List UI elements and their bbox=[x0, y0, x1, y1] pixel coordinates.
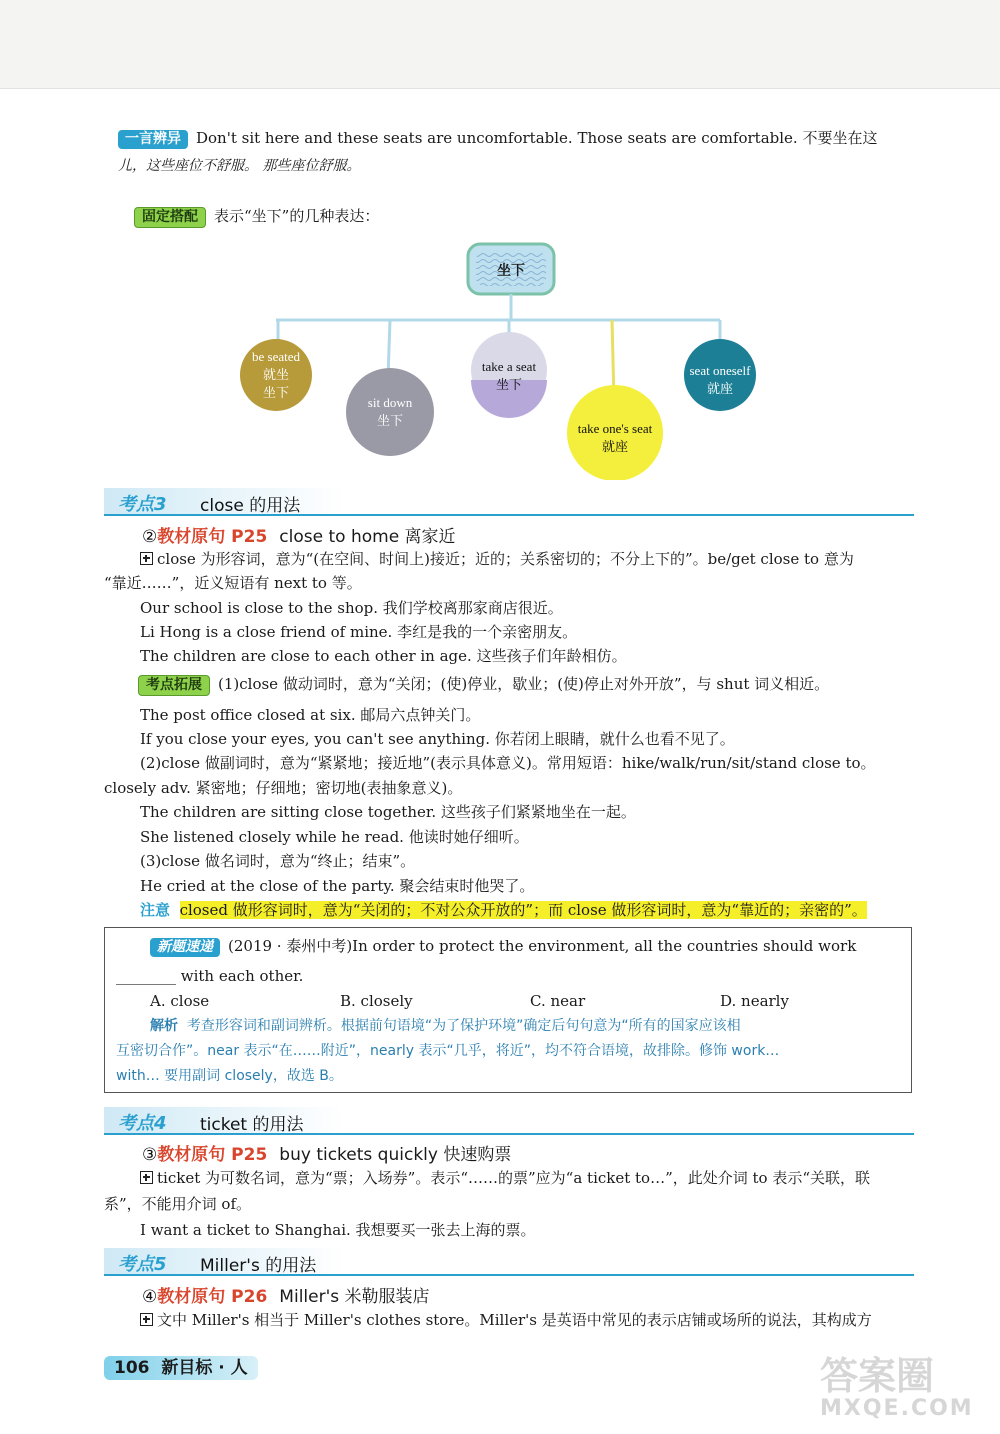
watermark-logo: 答案圈 bbox=[820, 1354, 935, 1398]
k3-tline0: The post office closed at six. 邮局六点钟关门。 bbox=[140, 706, 481, 724]
yiyan-line2: 儿，这些座位不舒服。 那些座位舒服。 bbox=[118, 158, 361, 174]
note-highlight: closed 做形容词时，意为“关闭的；不对公众开放的”；而 close 做形容词时，意为“靠近的；亲密的”。 bbox=[179, 901, 867, 919]
plus-icon bbox=[140, 1313, 153, 1326]
k3-tline3: closely adv. 紧密地；仔细地；密切地(表抽象意义)。 bbox=[104, 779, 463, 797]
k4-original-sentence: ③教材原句 P25 buy tickets quickly 快速购票 bbox=[142, 1145, 512, 1165]
k3-tline5: She listened closely while he read. 他读时她仔细听。 bbox=[140, 828, 529, 846]
yiyan-tag: 一言辨异 bbox=[118, 130, 188, 149]
page-number: 106 bbox=[114, 1358, 150, 1378]
k3-original-sentence: ②教材原句 P25 close to home 离家近 bbox=[142, 527, 456, 547]
book-title: 新目标 · 人 bbox=[161, 1358, 248, 1378]
analysis-line1: 解析 考查形容词和副词辨析。根据前句语境“为了保护环境”确定后句句意为“所有的国家应该相 bbox=[150, 1018, 741, 1034]
analysis-label: 解析 bbox=[150, 1018, 178, 1034]
section-k5-header: 考点5 Miller's 的用法 bbox=[104, 1248, 914, 1276]
node-seat-oneself-text: seat oneself 就座 bbox=[689, 363, 751, 396]
answer-blank: ________ bbox=[116, 967, 176, 985]
xinti-tag: 新题速递 bbox=[150, 938, 220, 957]
k3-note bbox=[140, 900, 867, 920]
option-a: A. close bbox=[150, 992, 210, 1010]
k4-line2: I want a ticket to Shanghai. 我想要买一张去上海的票。 bbox=[140, 1221, 536, 1239]
plus-icon bbox=[140, 1171, 153, 1184]
root-label: 坐下 bbox=[497, 263, 525, 279]
k4-line0: ticket 为可数名词，意为“票；入场券”。表示“……的票”应为“a ticket to…”，此处介词 to 表示“关联，联 bbox=[140, 1168, 870, 1188]
section-k3-header: 考点3 close 的用法 bbox=[104, 488, 914, 516]
option-d: D. nearly bbox=[720, 992, 789, 1010]
node-take-a-seat-text: take a seat 坐下 bbox=[481, 359, 537, 392]
sit-down-diagram bbox=[0, 0, 1000, 480]
k3-tline2: (2)close 做副词时，意为“紧紧地；接近地”(表示具体意义)。常用短语：hike/walk/run/sit/stand close to。 bbox=[140, 754, 876, 772]
page-footer bbox=[104, 1356, 258, 1380]
k3-tline7: He cried at the close of the party. 聚会结束时他哭了。 bbox=[140, 877, 535, 895]
analysis-line3: with… 要用副词 closely，故选 B。 bbox=[116, 1068, 343, 1084]
k3-line4: The children are close to each other in age. 这些孩子们年龄相仿。 bbox=[140, 647, 627, 665]
k3-tline4: The children are sitting close together. 这些孩子们紧紧地坐在一起。 bbox=[140, 803, 636, 821]
k4-line1: 系”，不能用介词 of。 bbox=[104, 1195, 252, 1213]
note-label: 注意 bbox=[140, 901, 171, 919]
k3-tuozhan-first: 考点拓展 (1)close 做动词时，意为“关闭；(使)停业，歇业；(使)停止对外开放”，与 shut 词义相近。 bbox=[138, 674, 829, 696]
k3-line2: Our school is close to the shop. 我们学校离那家商店很近。 bbox=[140, 599, 563, 617]
k3-line1: “靠近……”，近义短语有 next to 等。 bbox=[104, 574, 362, 592]
k3-line0: close 为形容词，意为“(在空间、时间上)接近；近的；关系密切的；不分上下的”。be/get close to 意为 bbox=[140, 549, 854, 569]
analysis-line2: 互密切合作”。near 表示“在……附近”，nearly 表示“几乎，将近”，均不符合语境，故排除。修饰 work… bbox=[116, 1043, 780, 1059]
k3-tline1: If you close your eyes, you can't see anything. 你若闭上眼睛，就什么也看不见了。 bbox=[140, 730, 735, 748]
k3-line3: Li Hong is a close friend of mine. 李红是我的一个亲密朋友。 bbox=[140, 623, 578, 641]
guding-line: 固定搭配 表示“坐下”的几种表达： bbox=[134, 206, 379, 228]
node-be-seated-text: be seated 就坐 坐下 bbox=[251, 349, 300, 400]
guding-tag: 固定搭配 bbox=[134, 207, 206, 228]
node-sit-down-text: sit down 坐下 bbox=[367, 395, 413, 428]
option-c: C. near bbox=[530, 992, 586, 1010]
k5-line0: 文中 Miller's 相当于 Miller's clothes store。Miller's 是英语中常见的表示店铺或场所的说法，其构成方 bbox=[140, 1310, 872, 1330]
xinti-line1: 新题速递 (2019 · 泰州中考)In order to protect the environment, all the countries should work bbox=[150, 936, 856, 957]
xinti-line2: ________ with each other. bbox=[116, 967, 304, 985]
k5-original-sentence: ④教材原句 P26 Miller's 米勒服装店 bbox=[142, 1287, 430, 1307]
plus-icon bbox=[140, 552, 153, 565]
tuozhan-tag: 考点拓展 bbox=[138, 675, 210, 696]
section-k4-header: 考点4 ticket 的用法 bbox=[104, 1107, 914, 1135]
option-b: B. closely bbox=[340, 992, 413, 1010]
yiyan-line1: 一言辨异 Don't sit here and these seats are uncomfortable. Those seats are comfortable. 不要坐在这 bbox=[118, 128, 877, 149]
watermark-url: MXQE.COM bbox=[820, 1396, 974, 1421]
node-take-ones-seat-text: take one's seat 就座 bbox=[577, 421, 653, 454]
k3-tline6: (3)close 做名词时，意为“终止；结束”。 bbox=[140, 852, 416, 870]
